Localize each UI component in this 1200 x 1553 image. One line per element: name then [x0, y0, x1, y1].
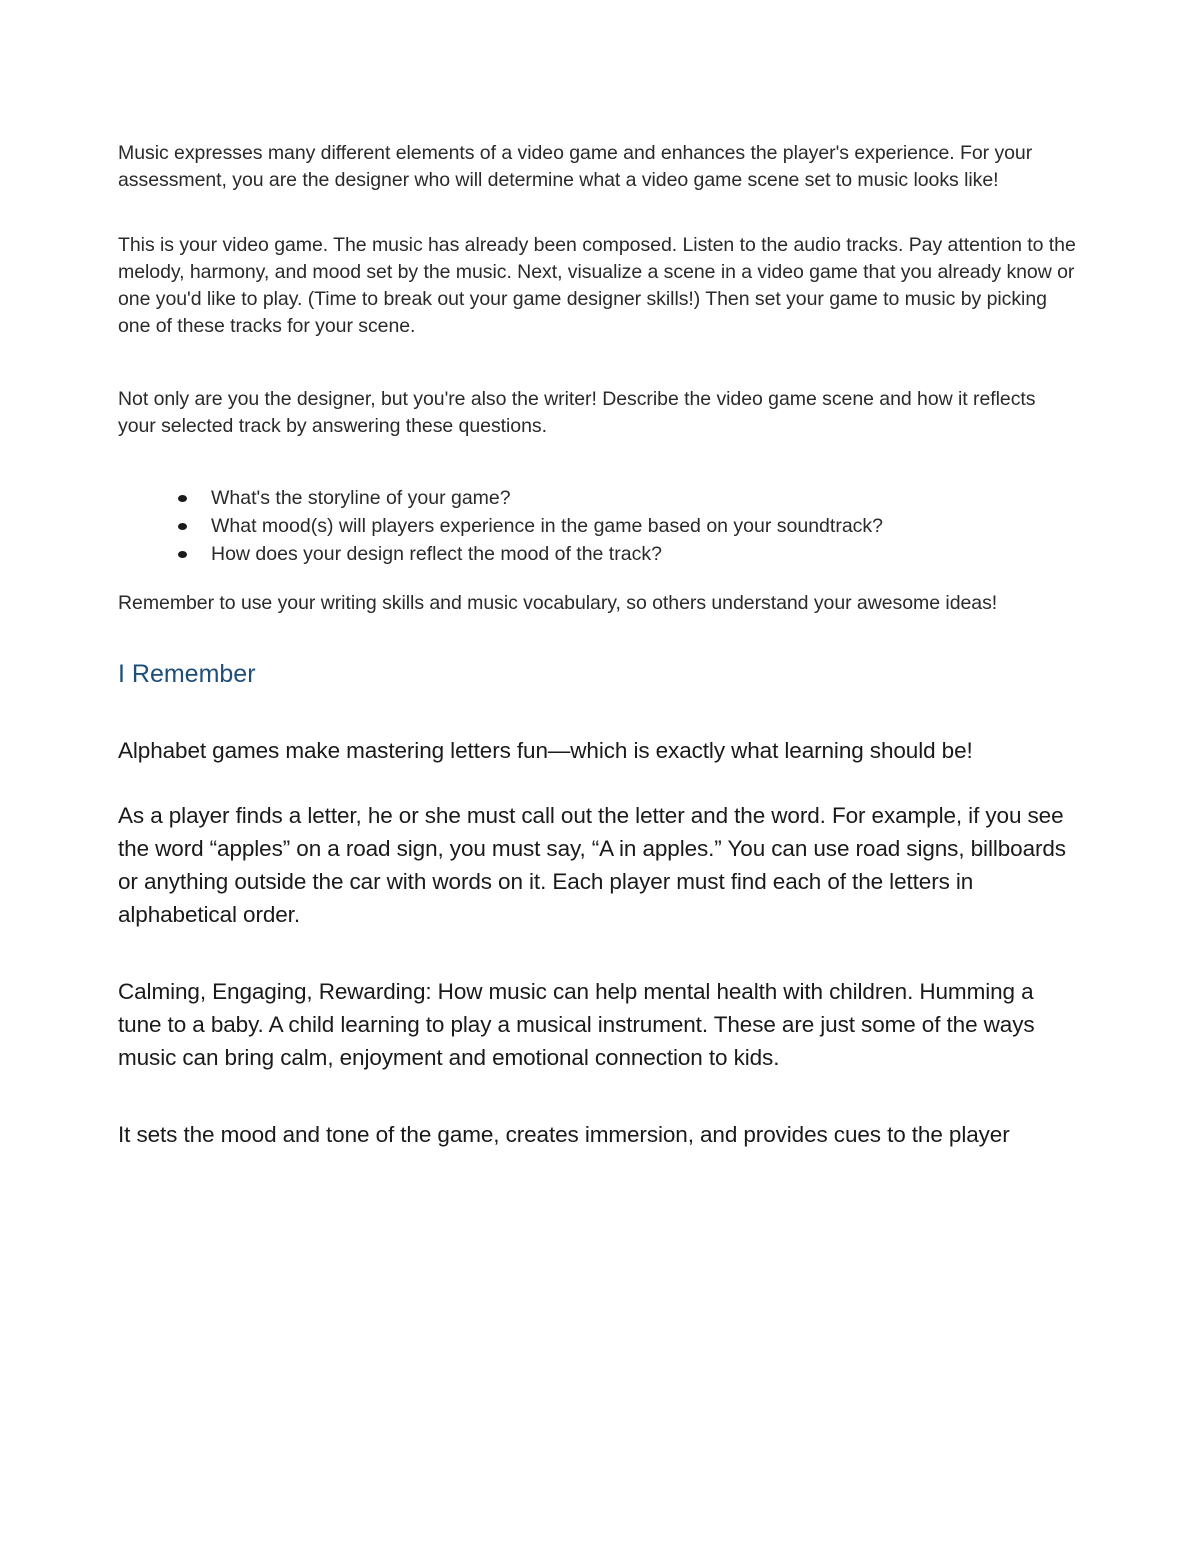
- document-body: [118, 140, 1078, 1151]
- alphabet-answer: Alphabet games make mastering letters fun—which is exactly what learning should be!: [118, 738, 973, 763]
- player-answer: As a player finds a letter, he or she must call out the letter and the word. For example, if you see the word “apples” on a road sign, you must say, “A in apples.” You can use road signs, billboards or anything outside the car with words on it. Each player must find each of the letters in alphabetical order.: [118, 803, 1066, 927]
- questions-list: [118, 484, 1078, 568]
- instructions-paragraph: This is your video game. The music has already been composed. Listen to the audio tracks. Pay attention to the melody, harmony, and mood set by the music. Next, visualize a scene in a video game that you already know or one you'd like to play. (Time to break out your game designer skills!) Then set your game to music by picking one of these tracks for your scene.: [118, 234, 1076, 337]
- question-item: [118, 512, 1078, 540]
- bullet-icon: [178, 551, 187, 558]
- intro-paragraph: Music expresses many different elements of a video game and enhances the player's experience. For your assessment, you are the designer who will determine what a video game scene set to music looks like!: [118, 142, 1033, 191]
- bullet-icon: [178, 495, 187, 502]
- question-item: [118, 484, 1078, 512]
- remember-paragraph: Remember to use your writing skills and music vocabulary, so others understand your awesome ideas!: [118, 592, 998, 614]
- bullet-icon: [178, 523, 187, 530]
- question-text: How does your design reflect the mood of the track?: [211, 543, 662, 565]
- writer-paragraph: Not only are you the designer, but you're also the writer! Describe the video game scene and how it reflects your selected track by answering these questions.: [118, 388, 1036, 437]
- question-text: What mood(s) will players experience in the game based on your soundtrack?: [211, 515, 884, 537]
- section-heading: I Remember: [118, 660, 256, 688]
- calming-answer: Calming, Engaging, Rewarding: How music can help mental health with children. Humming a tune to a baby. A child learning to play a musical instrument. These are just some of the ways music can bring calm, enjoyment and emotional connection to kids.: [118, 979, 1035, 1070]
- mood-answer: It sets the mood and tone of the game, creates immersion, and provides cues to the player: [118, 1122, 1010, 1147]
- question-item: [118, 540, 1078, 568]
- question-text: What's the storyline of your game?: [211, 487, 511, 509]
